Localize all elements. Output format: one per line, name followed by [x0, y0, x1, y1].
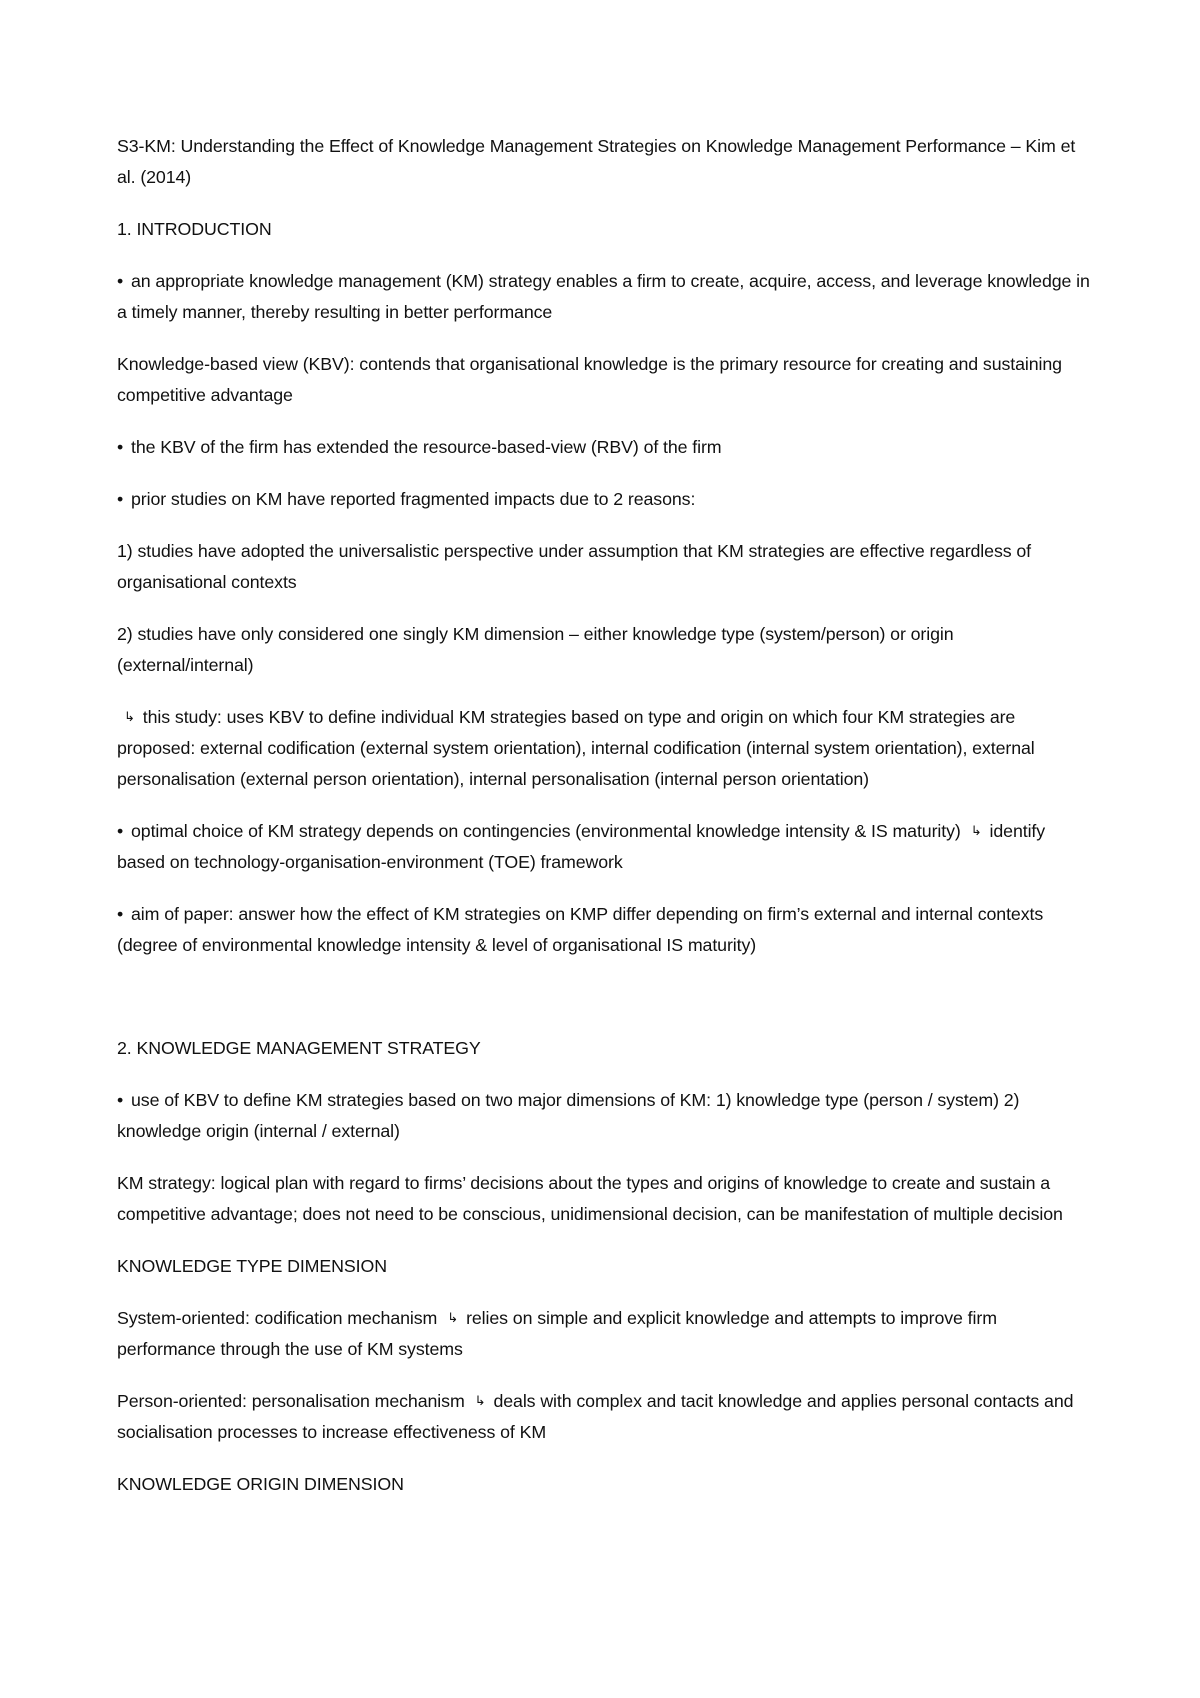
kms-bullet-1-text: use of KBV to define KM strategies based on two major dimensions of KM: 1) knowledge type (person / system) 2) knowledge origin (internal / external) [117, 1090, 1020, 1141]
kms-heading: 2. KNOWLEDGE MANAGEMENT STRATEGY [117, 1038, 481, 1058]
intro-bullet-5 [117, 899, 1092, 961]
intro-bullet-5-text: aim of paper: answer how the effect of KM strategies on KMP differ depending on firm’s external and internal contexts (degree of environmental knowledge intensity & level of organisational IS maturity) [117, 904, 1044, 955]
reason-2: 2) studies have only considered one singly KM dimension – either knowledge type (system/person) or origin (external/internal) [117, 624, 954, 675]
intro-bullet-1-text: an appropriate knowledge management (KM) strategy enables a firm to create, acquire, access, and leverage knowledge in a timely manner, thereby resulting in better performance [117, 271, 1090, 322]
arrow-icon: ↳ [124, 709, 135, 724]
intro-bullet-2 [117, 432, 1092, 463]
document-title: S3-KM: Understanding the Effect of Knowledge Management Strategies on Knowledge Management Performance – Kim et al. (2014) [117, 136, 1076, 187]
bullet-icon: • [117, 271, 124, 291]
bullet-icon: • [117, 1090, 124, 1110]
intro-bullet-4-text-a: optimal choice of KM strategy depends on contingencies (environmental knowledge intensity & IS maturity) [131, 821, 961, 841]
bullet-icon: • [117, 489, 124, 509]
this-study-text: this study: uses KBV to define individual KM strategies based on type and origin on which four KM strategies are proposed: external codification (external system orientation), internal codification (internal system orientation), external personalisation (external person orientation), internal personalisation (internal person orientation) [117, 707, 1035, 789]
bullet-icon: • [117, 437, 124, 457]
knowledge-type-heading: KNOWLEDGE TYPE DIMENSION [117, 1256, 387, 1276]
system-oriented-paragraph [117, 1303, 1092, 1365]
arrow-icon: ↳ [970, 823, 982, 838]
intro-bullet-3 [117, 484, 1092, 515]
bullet-icon: • [117, 904, 124, 924]
document-body [117, 131, 1092, 1521]
person-oriented-text: deals with complex and tacit knowledge and applies personal contacts and socialisation processes to increase effectiveness of KM [117, 1391, 1074, 1442]
bullet-icon: • [117, 821, 124, 841]
arrow-icon: ↳ [447, 1310, 459, 1325]
system-oriented-label: System-oriented: codification mechanism [117, 1308, 438, 1328]
person-oriented-label: Person-oriented: personalisation mechanism [117, 1391, 465, 1411]
intro-bullet-1 [117, 266, 1092, 328]
km-strategy-definition: KM strategy: logical plan with regard to firms’ decisions about the types and origins of knowledge to create and sustain a competitive advantage; does not need to be conscious, unidimensional decision, can be manifestation of multiple decision [117, 1173, 1063, 1224]
person-oriented-paragraph [117, 1386, 1092, 1448]
kbv-definition: Knowledge-based view (KBV): contends that organisational knowledge is the primary resource for creating and sustaining competitive advantage [117, 354, 1062, 405]
reason-1: 1) studies have adopted the universalistic perspective under assumption that KM strategies are effective regardless of organisational contexts [117, 541, 1031, 592]
intro-bullet-4-text-b: identify based on technology-organisation-environment (TOE) framework [117, 821, 1046, 872]
intro-bullet-4 [117, 816, 1092, 878]
intro-bullet-2-text: the KBV of the firm has extended the resource-based-view (RBV) of the firm [131, 437, 722, 457]
system-oriented-text: relies on simple and explicit knowledge and attempts to improve firm performance through the use of KM systems [117, 1308, 997, 1359]
intro-heading: 1. INTRODUCTION [117, 219, 272, 239]
knowledge-origin-heading: KNOWLEDGE ORIGIN DIMENSION [117, 1474, 404, 1494]
intro-bullet-3-text: prior studies on KM have reported fragmented impacts due to 2 reasons: [131, 489, 696, 509]
this-study-paragraph [117, 702, 1092, 795]
arrow-icon: ↳ [474, 1393, 486, 1408]
kms-bullet-1 [117, 1085, 1092, 1147]
